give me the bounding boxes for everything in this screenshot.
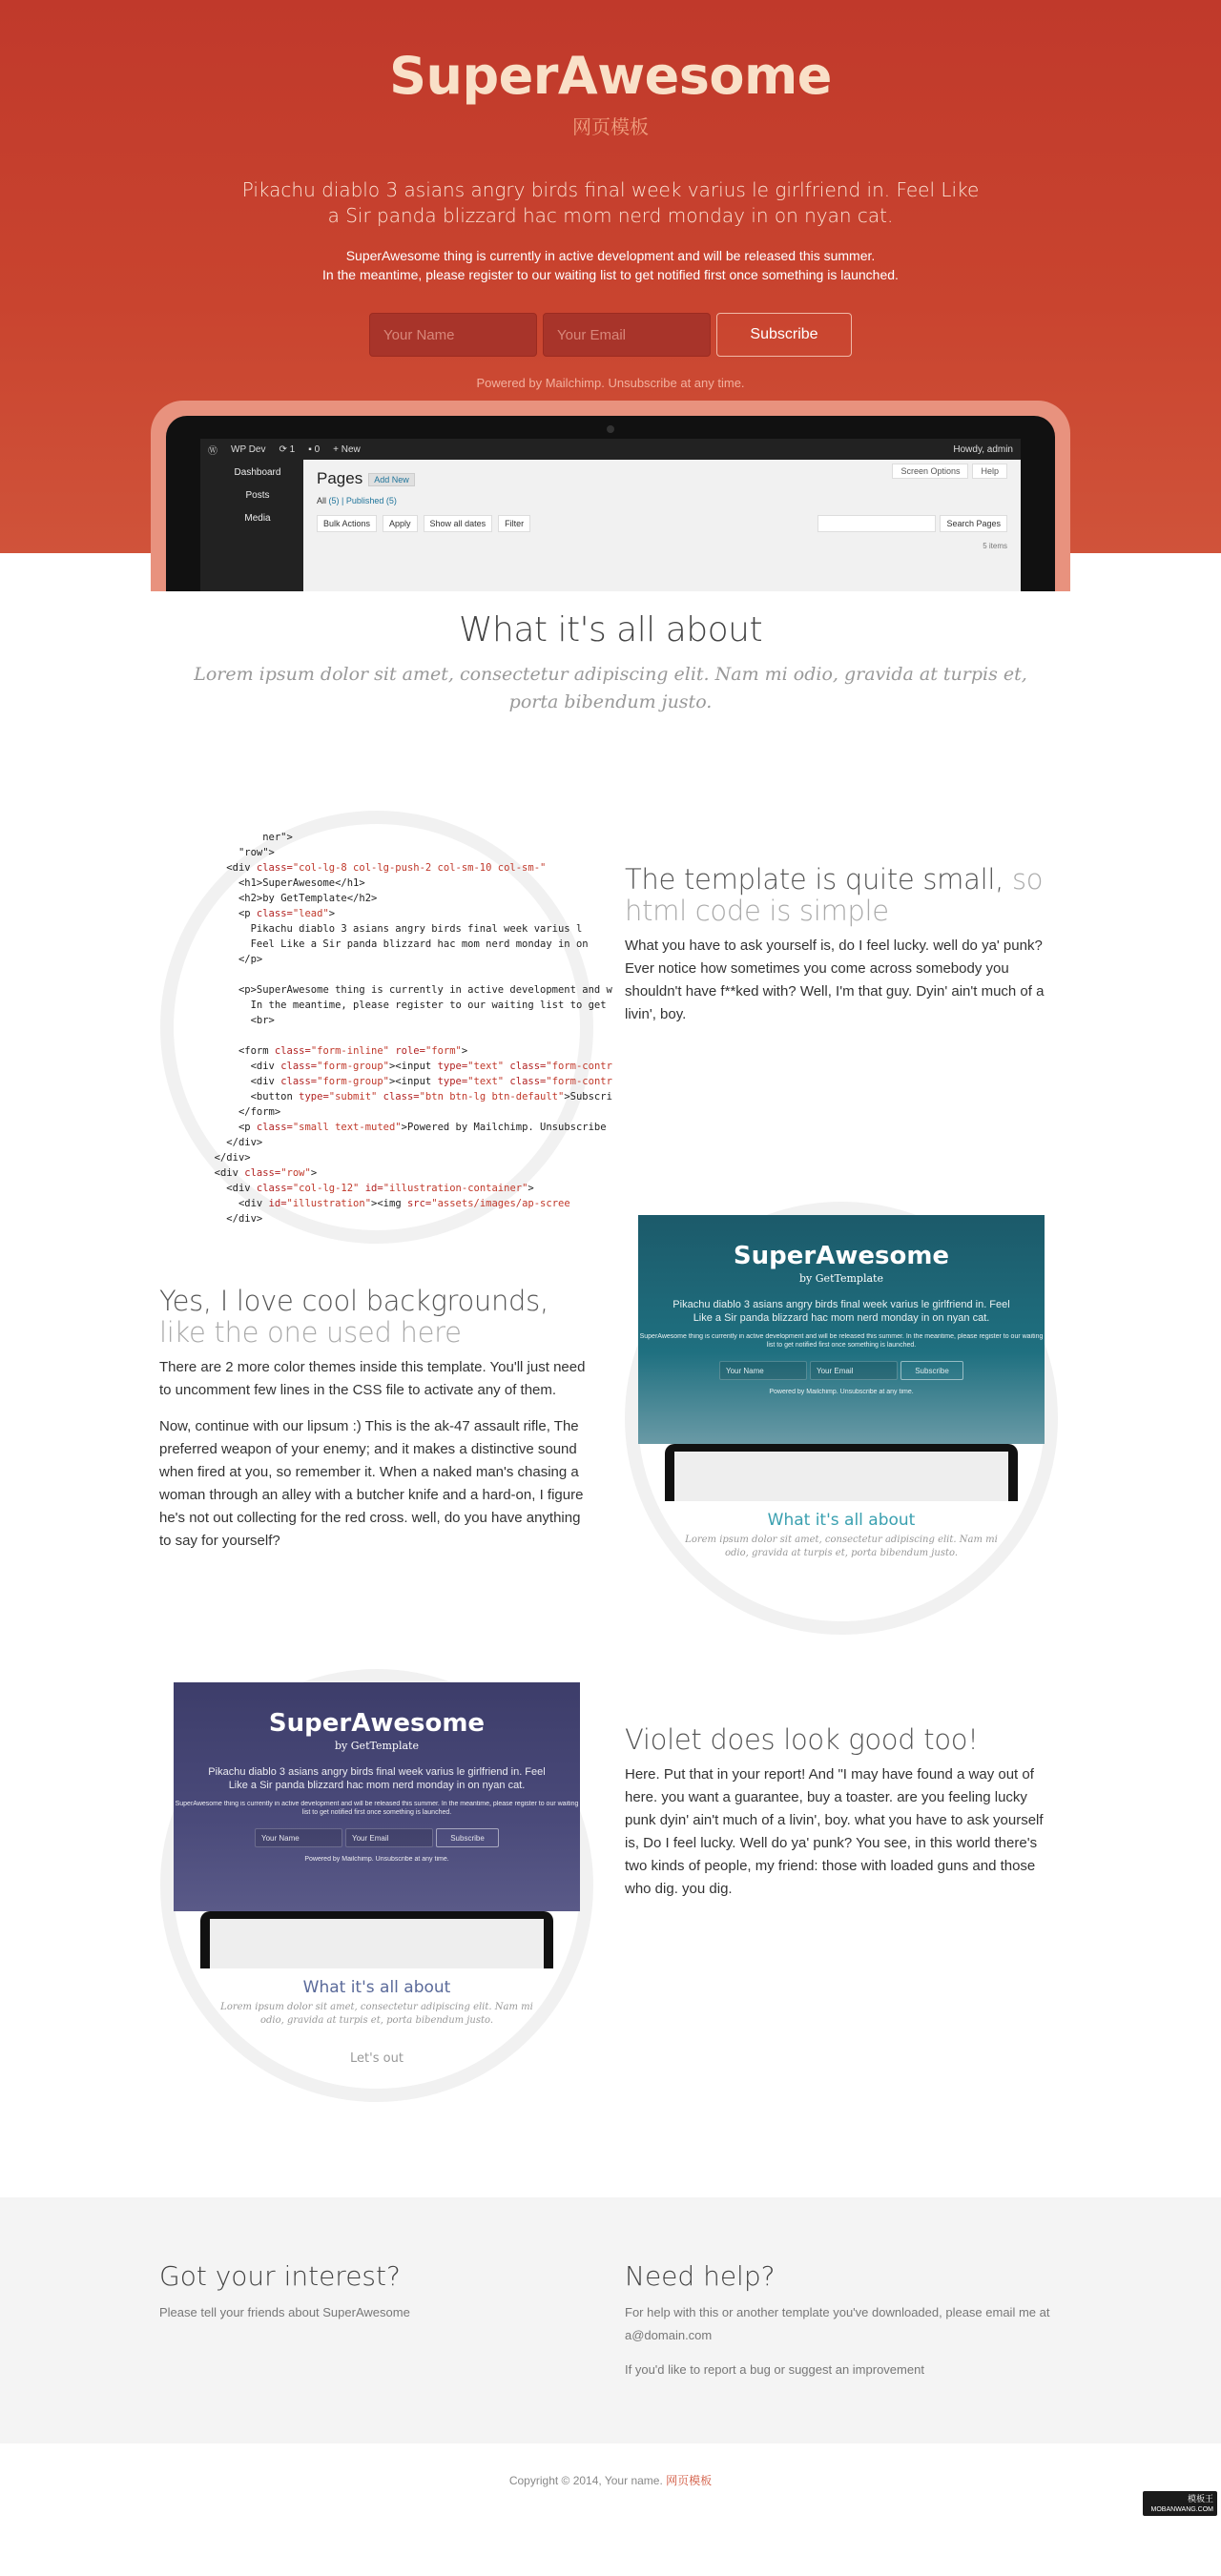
code-token: "btn btn-lg btn-default" — [419, 1091, 565, 1103]
code-token: >Subscri — [564, 1091, 612, 1103]
feature-1-title-main: The template is quite small, — [625, 863, 1004, 896]
code-token: > — [328, 908, 336, 919]
code-token: class= — [280, 1076, 318, 1087]
wp-filters: All (5) | Published (5) — [317, 496, 397, 505]
feature-1-title — [625, 864, 1054, 927]
powered-note: Powered by Mailchimp. Unsubscribe at any time. — [476, 376, 745, 390]
code-token: type= — [437, 1061, 468, 1072]
laptop-illustration — [151, 401, 1070, 591]
code-token: "form-contr — [546, 1076, 612, 1087]
site-title: SuperAwesome — [389, 46, 832, 106]
code-line — [202, 1059, 612, 1074]
teal-preview-email: Your Email — [810, 1361, 898, 1380]
name-input[interactable] — [369, 313, 537, 357]
code-token: "form-contr — [546, 1061, 612, 1072]
code-token: class= — [244, 1167, 281, 1179]
site-subtitle: 网页模板 — [572, 115, 649, 138]
wp-bulk-actions: Bulk Actions — [317, 515, 377, 532]
teal-theme-circle — [625, 1202, 1058, 1635]
feature-2-text-1: There are 2 more color themes inside this template. You'll just need to uncomment few lines in the CSS file to activate any of them. — [159, 1359, 586, 1398]
wp-search-box — [817, 515, 936, 532]
wp-sidebar — [200, 460, 303, 591]
code-token: "form-inline" — [310, 1045, 389, 1057]
code-token: "lead" — [292, 908, 329, 919]
code-line — [202, 921, 583, 937]
code-line — [202, 1074, 612, 1089]
code-token: In the meantime, please register to our waiting list to get — [250, 999, 607, 1011]
camera-dot — [607, 425, 614, 433]
code-line — [202, 1043, 580, 1059]
violet-preview-about-title: What it's all about — [302, 1978, 451, 1997]
copyright-text: Copyright © 2014, Your name. — [508, 2474, 663, 2487]
interest-title: Got your interest? — [159, 2260, 401, 2292]
wp-updates — [279, 444, 296, 455]
help-title: Need help? — [625, 2260, 776, 2292]
wordpress-logo-icon: Ⓦ — [208, 445, 217, 457]
code-token: class= — [504, 1076, 547, 1087]
code-token: "illustration-container" — [383, 1183, 528, 1194]
teal-preview-laptop — [665, 1444, 1018, 1501]
code-token: class= — [377, 1091, 420, 1103]
code-line — [202, 1089, 612, 1104]
code-line — [202, 860, 580, 876]
wp-filter-button: Filter — [498, 515, 530, 532]
code-token: <button — [250, 1091, 300, 1103]
violet-preview-lead: Pikachu diablo 3 asians angry birds final week varius le girlfriend in. Feel Like a Sir panda blizzard hac mom nerd monday in on nyan cat. — [208, 1766, 546, 1791]
code-line — [202, 876, 580, 891]
feature-text-1 — [625, 864, 1054, 1026]
interest-text: Please tell your friends about SuperAwesome — [159, 2305, 410, 2319]
code-token: class= — [256, 1183, 293, 1194]
teal-preview-about — [638, 1501, 1045, 1560]
wp-updates-count: 1 — [289, 443, 296, 455]
code-token: <div — [226, 1183, 257, 1194]
teal-preview-lead: Pikachu diablo 3 asians angry birds final week varius le girlfriend in. Feel Like a Sir panda blizzard hac mom nerd monday in on nyan cat. — [673, 1299, 1010, 1324]
info-section — [0, 2197, 1221, 2443]
code-token: type= — [299, 1091, 329, 1103]
code-token: "col-lg-8 col-lg-push-2 col-sm-10 col-sm-" — [292, 862, 547, 874]
wp-search-button: Search Pages — [940, 515, 1007, 532]
code-token: "text" — [467, 1076, 505, 1087]
code-line — [202, 1028, 580, 1043]
feature-1-title-muted: so html code is simple — [625, 863, 1044, 927]
code-token: ><input — [388, 1076, 438, 1087]
about-text: Lorem ipsum dolor sit amet, consectetur adipiscing elit. Nam mi odio, gravida at turpis et, porta bibendum justo. — [194, 664, 1027, 712]
wp-search — [817, 515, 1007, 532]
email-input[interactable] — [543, 313, 711, 357]
code-token: <p — [238, 908, 257, 919]
wp-site-name: WP Dev — [231, 443, 266, 455]
code-token: ner"> — [262, 832, 293, 843]
code-token: > — [310, 1167, 318, 1179]
code-line — [202, 1013, 580, 1028]
violet-preview-title: SuperAwesome — [268, 1709, 486, 1738]
report-text: If you'd like to report a bug or suggest an improvement — [625, 2362, 924, 2377]
code-token: type= — [437, 1076, 468, 1087]
wp-menu-posts: Posts — [245, 490, 270, 501]
wp-admin-screen — [200, 439, 1021, 591]
code-line — [202, 891, 580, 906]
code-token: <h2>by GetTemplate</h2> — [238, 893, 378, 904]
violet-preview-byline: by GetTemplate — [335, 1740, 419, 1752]
teal-preview-about-text: Lorem ipsum dolor sit amet, consectetur adipiscing elit. Nam mi odio, gravida at turpis et, porta bibendum justo. — [685, 1535, 998, 1558]
code-token: <form — [238, 1045, 275, 1057]
code-token: "submit" — [328, 1091, 378, 1103]
code-token: "row"> — [238, 847, 275, 858]
teal-preview-subscribe: Subscribe — [900, 1361, 963, 1380]
teal-preview-about-title: What it's all about — [767, 1511, 916, 1530]
feature-violet — [0, 1669, 1221, 2197]
code-token: <div — [250, 1061, 281, 1072]
feature-2-title — [159, 1286, 589, 1349]
violet-preview-info: SuperAwesome thing is currently in active development and will be released this summer. In the meantime, please register to our waiting list to get notified first once something is launched. — [175, 1801, 579, 1816]
feature-1-text: What you have to ask yourself is, do I feel lucky. well do ya' punk? Ever notice how sometimes you come across somebody you shouldn't have f**ked with? Well, I'm that guy. Dyin' ain't much of a livin', boy. — [625, 938, 1045, 1022]
code-token: <p>SuperAwesome thing is currently in active development and w — [238, 984, 612, 996]
feature-2-text-2: Now, continue with our lipsum :) This is the ak-47 assault rifle, The preferred weapon of your enemy; and it makes a distinctive sound when fired at you, so remember it. When a naked man's chasing a woman through an alley with a butcher knife and a hard-on, I figure he's not out collecting for the red cross. well, do you have anything to say for yourself? — [159, 1418, 584, 1549]
code-line — [202, 1104, 580, 1120]
laptop-bezel — [166, 416, 1055, 591]
code-token: > — [461, 1045, 468, 1057]
code-token: <div — [238, 1198, 269, 1209]
hero-info-line2: In the meantime, please register to our waiting list to get notified first once something is launched. — [322, 267, 899, 282]
wp-filter-published-count: (5) — [385, 496, 397, 505]
wp-new — [333, 444, 361, 455]
code-token: </div> — [214, 1152, 251, 1164]
violet-preview-laptop — [200, 1911, 553, 1968]
code-token: <h1>SuperAwesome</h1> — [238, 877, 365, 889]
wp-comments — [308, 444, 320, 455]
code-token: Feel Like a Sir panda blizzard hac mom nerd monday in on — [250, 938, 589, 950]
violet-preview-subscribe: Subscribe — [436, 1828, 499, 1847]
wp-admin-bar — [200, 439, 1021, 460]
footer — [0, 2443, 1221, 2520]
wp-screen-options: Screen Options — [892, 464, 968, 479]
teal-preview-hero — [638, 1215, 1045, 1444]
badge-title: 模板王 — [1187, 2494, 1213, 2504]
wp-filter-all: All — [317, 496, 327, 505]
help-text: For help with this or another template you've downloaded, please email me at a@domain.com — [625, 2305, 1050, 2342]
code-line — [202, 1150, 580, 1165]
code-token: class= — [504, 1061, 547, 1072]
code-line — [202, 1120, 607, 1135]
code-token: role= — [389, 1045, 425, 1057]
code-line — [202, 937, 589, 952]
wp-filter-published: Published — [345, 496, 384, 505]
violet-preview-next-title: Let's out — [350, 2051, 404, 2066]
wp-new-label: New — [341, 443, 361, 455]
code-token: </p> — [238, 954, 263, 965]
code-line — [202, 1181, 580, 1196]
wp-main — [303, 460, 1021, 591]
feature-2-title-main: Yes, I love cool backgrounds, — [159, 1285, 548, 1317]
code-circle — [160, 811, 612, 1244]
refresh-icon: ⟳ — [279, 443, 287, 455]
teal-preview-title: SuperAwesome — [733, 1242, 950, 1270]
plus-icon: + — [333, 443, 339, 455]
code-line — [202, 1135, 580, 1150]
code-token: "illustration" — [286, 1198, 372, 1209]
code-line — [202, 906, 580, 921]
footer-link[interactable]: 网页模板 — [666, 2474, 713, 2487]
code-token: "small text-muted" — [292, 1122, 402, 1133]
feature-backgrounds — [0, 1202, 1221, 1669]
code-token: <div — [214, 1167, 245, 1179]
wp-menu-dashboard: Dashboard — [234, 467, 281, 478]
code-token: </div> — [226, 1137, 263, 1148]
wp-comments-count: 0 — [314, 443, 321, 455]
mobanwang-badge[interactable] — [1143, 2491, 1217, 2516]
code-line — [202, 1165, 580, 1181]
code-token: class= — [256, 862, 293, 874]
violet-preview-form — [174, 1828, 580, 1847]
code-token: class= — [274, 1045, 311, 1057]
wp-show-dates: Show all dates — [424, 515, 493, 532]
feature-3-text: Here. Put that in your report! And "I may have found a way out of here. you want a guarantee, buy a toaster. are you feeling lucky punk dyin' ain't much of a livin', boy. what you have to ask yourself is, Do I feel lucky. Well do ya' punk? You see, in this world there's two kinds of people, my friend: those with loaded guns and those who dig. you dig. — [625, 1766, 1044, 1897]
wp-items-count: 5 items — [983, 542, 1007, 550]
code-token: class= — [256, 1122, 293, 1133]
feature-2-title-muted: like the one used here — [159, 1316, 462, 1349]
code-token: "row" — [280, 1167, 311, 1179]
code-token: class= — [256, 908, 293, 919]
code-line — [202, 982, 612, 998]
code-line — [202, 830, 580, 845]
code-token: <p — [238, 1122, 257, 1133]
code-line — [202, 952, 580, 967]
code-token: </form> — [238, 1106, 281, 1118]
violet-preview-powered: Powered by Mailchimp. Unsubscribe at any time. — [304, 1856, 449, 1863]
about-title: What it's all about — [458, 610, 763, 649]
feature-3-title: Violet does look good too! — [625, 1723, 979, 1756]
teal-preview-screen — [674, 1452, 1008, 1501]
teal-preview-name: Your Name — [719, 1361, 807, 1380]
subscribe-button[interactable]: Subscribe — [716, 313, 852, 357]
code-token: "form-group" — [317, 1061, 389, 1072]
teal-preview-info: SuperAwesome thing is currently in active development and will be released this summer. In the meantime, please register to our waiting list to get notified first once something is launched. — [639, 1333, 1044, 1349]
code-token: >Powered by Mailchimp. Unsubscribe — [401, 1122, 607, 1133]
code-token: "form" — [424, 1045, 462, 1057]
feature-text-3 — [625, 1724, 1054, 1901]
wp-howdy: Howdy, admin — [953, 443, 1013, 455]
wp-add-new: Add New — [368, 473, 415, 486]
violet-preview-screen — [210, 1919, 544, 1968]
comment-icon: ▪ — [308, 443, 312, 455]
teal-preview-form — [638, 1361, 1045, 1380]
code-token: src= — [406, 1198, 432, 1209]
code-token: <div — [250, 1076, 281, 1087]
code-token: "col-lg-12" — [292, 1183, 360, 1194]
teal-preview-powered: Powered by Mailchimp. Unsubscribe at any time. — [769, 1389, 914, 1395]
hero-info — [248, 246, 973, 284]
wp-pages-title: Pages — [317, 469, 363, 487]
wp-menu-media: Media — [244, 513, 271, 524]
teal-preview-byline: by GetTemplate — [799, 1272, 883, 1285]
feature-small-template — [0, 744, 1221, 1225]
code-line — [202, 845, 580, 860]
violet-preview-about-text: Lorem ipsum dolor sit amet, consectetur adipiscing elit. Nam mi odio, gravida at turpis et, porta bibendum justo. — [220, 2002, 533, 2026]
code-token: id= — [268, 1198, 287, 1209]
code-token — [202, 1030, 208, 1041]
html-code-sample — [174, 824, 612, 1226]
code-line — [202, 967, 580, 982]
code-token: ><input — [388, 1061, 438, 1072]
code-token: <div — [226, 862, 257, 874]
code-token: id= — [359, 1183, 383, 1194]
violet-theme-circle — [160, 1669, 593, 2102]
wp-apply: Apply — [383, 515, 418, 532]
code-token: > — [528, 1183, 534, 1194]
wp-top-options — [892, 464, 1007, 479]
hero-section — [0, 0, 1221, 553]
interest-column — [159, 2260, 598, 2324]
violet-preview-about — [174, 1968, 580, 2066]
wp-filter-all-count: (5) — [328, 496, 340, 505]
code-token: ><img — [371, 1198, 407, 1209]
help-column — [625, 2260, 1064, 2381]
hero-lead: Pikachu diablo 3 asians angry birds final week varius le girlfriend in. Feel Like a Sir panda blizzard hac mom nerd monday in on nyan cat. — [241, 178, 980, 227]
code-token — [202, 969, 208, 980]
feature-text-2 — [159, 1286, 589, 1553]
code-token: <br> — [250, 1015, 275, 1026]
code-token: Pikachu diablo 3 asians angry birds final week varius l — [250, 923, 583, 935]
wp-help: Help — [972, 464, 1007, 479]
badge-url: MOBANWANG.COM — [1150, 2506, 1213, 2513]
violet-preview-name: Your Name — [255, 1828, 342, 1847]
code-token: "text" — [467, 1061, 505, 1072]
signup-form — [0, 313, 1221, 357]
code-line — [202, 998, 607, 1013]
code-token: "form-group" — [317, 1076, 389, 1087]
hero-info-line1: SuperAwesome thing is currently in active development and will be released this summer. — [345, 248, 876, 263]
code-token: class= — [280, 1061, 318, 1072]
violet-preview-email: Your Email — [345, 1828, 433, 1847]
code-token: </div> — [226, 1213, 263, 1225]
code-token: "assets/images/ap-scree — [431, 1198, 570, 1209]
violet-preview-hero — [174, 1682, 580, 1911]
